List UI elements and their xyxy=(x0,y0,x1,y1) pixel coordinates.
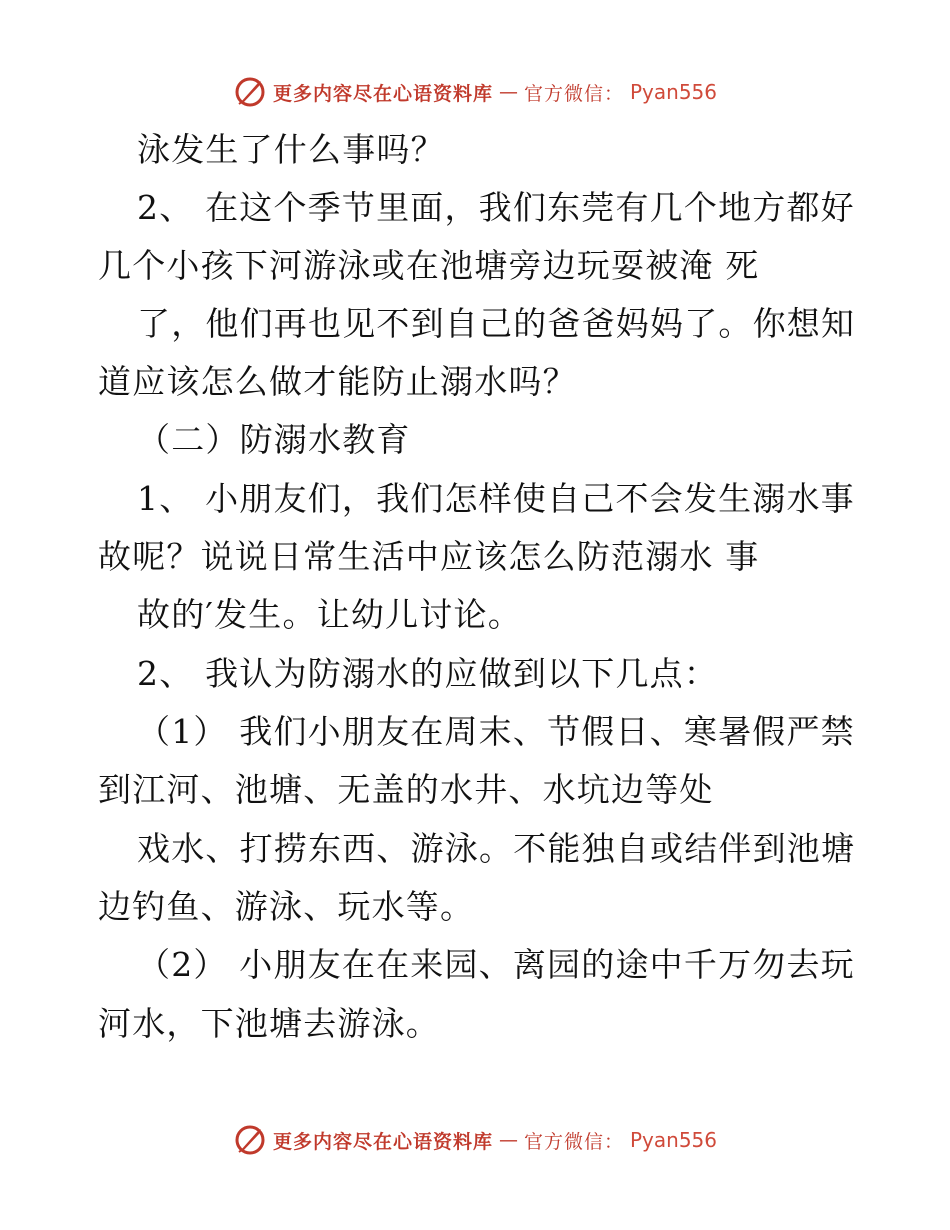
body-line: 2、 我认为防溺水的应做到以下几点： xyxy=(137,654,719,693)
footer-banner-inner xyxy=(233,1123,717,1157)
footer-brand-text: 更多内容尽在心语资料库 xyxy=(272,1130,493,1153)
body-line: 道应该怎么做才能防止溺水吗？ xyxy=(98,362,577,401)
section-heading: （二）防溺水教育 xyxy=(137,420,411,459)
body-line: 1、 小朋友们，我们怎样使自己不会发生溺水事 xyxy=(137,479,855,518)
body-line: 了，他们再也见不到自己的爸爸妈妈了。你想知 xyxy=(137,304,856,343)
body-line: 2、 在这个季节里面，我们东莞有几个地方都好 xyxy=(137,188,855,227)
quill-circle-icon xyxy=(233,1123,267,1157)
header-wechat-label: 官方微信： xyxy=(523,82,624,105)
footer-wechat-label: 官方微信： xyxy=(523,1130,624,1153)
footer-separator: — xyxy=(498,1129,518,1151)
quill-circle-icon xyxy=(233,75,267,109)
body-line: 到江河、池塘、无盖的水井、水坑边等处 xyxy=(98,770,714,809)
body-line: （2） 小朋友在在来园、离园的途中千万勿去玩 xyxy=(137,945,855,984)
body-line: 几个小孩下河游泳或在池塘旁边玩耍被淹 死 xyxy=(98,246,760,285)
body-line: 河水，下池塘去游泳。 xyxy=(98,1004,440,1043)
footer-wechat-id: Pyan556 xyxy=(630,1128,718,1152)
body-line: 泳发生了什么事吗？ xyxy=(137,130,445,169)
body-line: 故的′发生。让幼儿讨论。 xyxy=(137,595,522,634)
header-banner-inner xyxy=(233,75,717,109)
body-line: 故呢？说说日常生活中应该怎么防范溺水 事 xyxy=(98,537,760,576)
body-line: 戏水、打捞东西、游泳。不能独自或结伴到池塘 xyxy=(137,829,856,868)
footer-banner xyxy=(0,1120,950,1160)
header-separator: — xyxy=(498,81,518,103)
header-brand-text: 更多内容尽在心语资料库 xyxy=(272,82,493,105)
header-banner xyxy=(0,72,950,112)
body-line: 边钓鱼、游泳、玩水等。 xyxy=(98,887,475,926)
body-line: （1） 我们小朋友在周末、节假日、寒暑假严禁 xyxy=(137,712,855,751)
header-wechat-id: Pyan556 xyxy=(630,80,718,104)
